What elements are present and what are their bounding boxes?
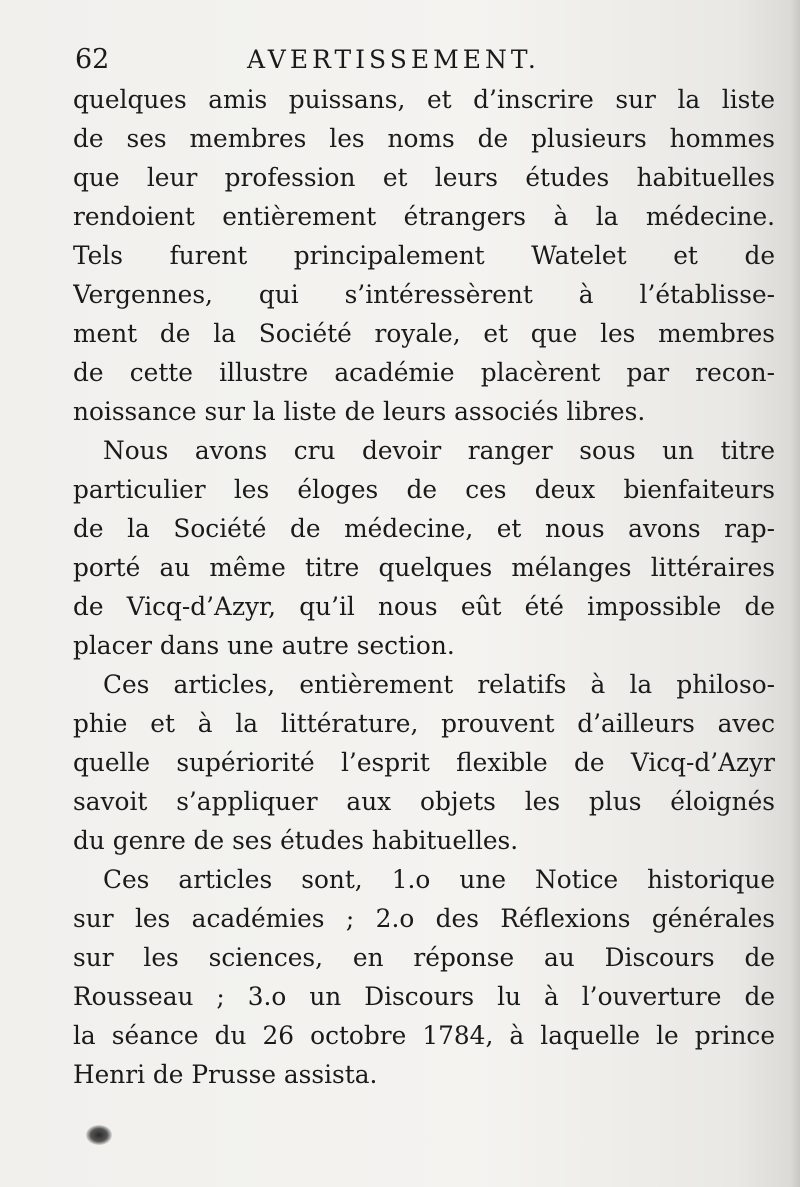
page-edge-shadow: [790, 0, 800, 1187]
paragraph-1: [73, 80, 775, 431]
text-line: de la Société de médecine, et nous avons rap-: [73, 514, 775, 543]
text-line: de cette illustre académie placèrent par recon-: [73, 358, 775, 387]
page-number: 62: [75, 44, 110, 75]
text-line: porté au même titre quelques mélanges littéraires: [73, 553, 775, 582]
text-line: Vergennes, qui s’intéressèrent à l’établisse-: [73, 280, 775, 309]
text-line: rendoient entièrement étrangers à la médecine.: [73, 202, 775, 231]
text-line: Nous avons cru devoir ranger sous un titre: [103, 436, 775, 465]
text-line: savoit s’appliquer aux objets les plus éloignés: [73, 787, 775, 816]
text-line: Ces articles, entièrement relatifs à la philoso-: [103, 670, 775, 699]
text-line: quelle supériorité l’esprit flexible de Vicq-d’Azyr: [73, 748, 775, 777]
text-line: du genre de ses études habituelles.: [73, 826, 519, 855]
text-line: ment de la Société royale, et que les membres: [73, 319, 775, 348]
paragraph-4: [73, 860, 775, 1094]
text-line: de Vicq-d’Azyr, qu’il nous eût été impossible de: [73, 592, 775, 621]
text-line: quelques amis puissans, et d’inscrire sur la liste: [73, 85, 775, 114]
text-line: noissance sur la liste de leurs associés libres.: [73, 397, 646, 426]
paragraph-2: [73, 431, 775, 665]
text-line: Ces articles sont, 1.o une Notice historique: [103, 865, 775, 894]
text-line: particulier les éloges de ces deux bienfaiteurs: [73, 475, 775, 504]
text-line: la séance du 26 octobre 1784, à laquelle le prince: [73, 1021, 775, 1050]
body-text: [73, 80, 775, 1094]
text-line: sur les académies ; 2.o des Réflexions générales: [73, 904, 775, 933]
text-line: sur les sciences, en réponse au Discours de: [73, 943, 775, 972]
text-line: que leur profession et leurs études habituelles: [73, 163, 775, 192]
text-line: Tels furent principalement Watelet et de: [73, 241, 775, 270]
text-line: placer dans une autre section.: [73, 631, 455, 660]
text-line: de ses membres les noms de plusieurs hommes: [73, 124, 775, 153]
text-line: Rousseau ; 3.o un Discours lu à l’ouverture de: [73, 982, 775, 1011]
running-head: AVERTISSEMENT.: [247, 45, 540, 74]
page-header: [75, 40, 775, 80]
text-line: phie et à la littérature, prouvent d’ailleurs avec: [73, 709, 775, 738]
paragraph-3: [73, 665, 775, 860]
text-line: Henri de Prusse assista.: [73, 1060, 378, 1089]
ink-smudge: [86, 1125, 112, 1145]
